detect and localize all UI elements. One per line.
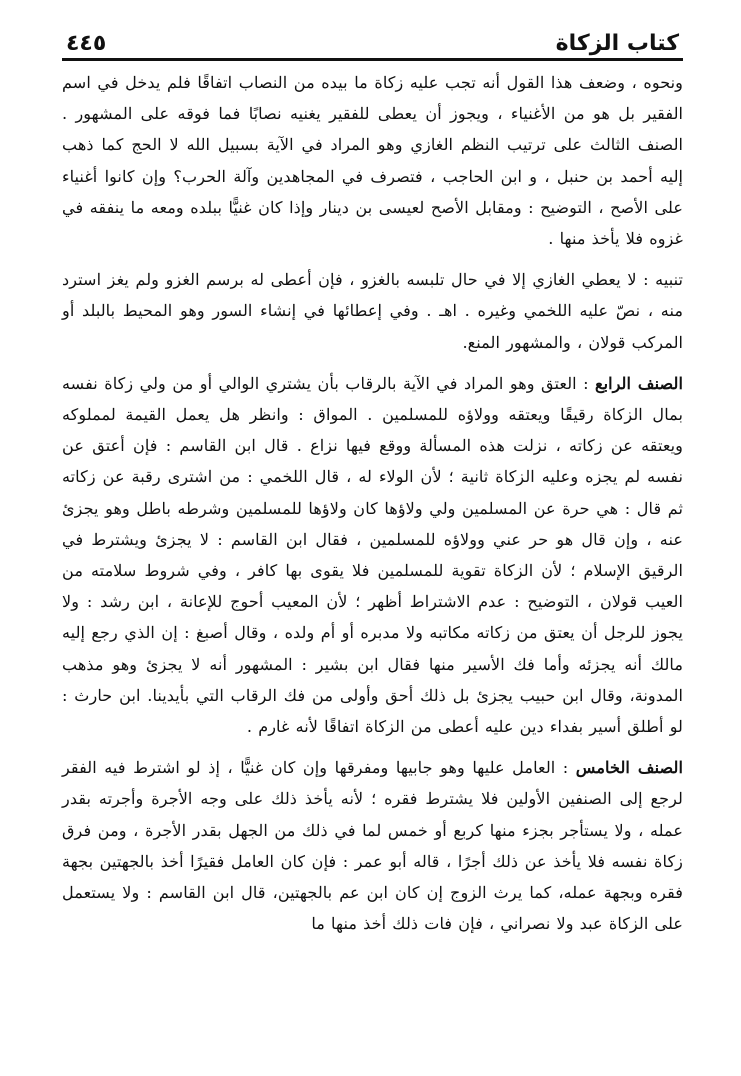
paragraph-text: : العتق وهو المراد في الآية بالرقاب بأن يشتري الوالي أو من ولي زكاة نفسه بمال الزكاة رقيقًا ويعتقه وولاؤه للمسلمين . المواق : وانظر هل يعمل القيمة لمملوكه ويعتقه عن زكاته ، نزلت هذه المسألة ووقع فيها نزاع . قال ابن القاسم : فإن أعتق عن نفسه لم يجزه وعليه الزكاة ثانية ؛ لأن الولاء له ، قال اللخمي : من اشترى رقبة عن زكاته ثم قال : هي حرة عن المسلمين ولي ولاؤها كان ولاؤها للمسلمين وشرطه باطل وهو يجزئ عنه ، وإن قال هو حر عني وولاؤه للمسلمين ، فقال ابن القاسم : لا يجزئ ويشترط في الرقيق الإسلام ؛ لأن الزكاة تقوية للمسلمين فلا يقوى بها كافر ، وفي شروط سلامته من العيب قولان ، التوضيح : عدم الاشتراط أظهر ؛ لأن المعيب أحوج للإعانة ، ابن رشد : ولا يجوز للرجل أن يعتق من زكاته مكاتبه ولا مدبره أو أم ولده ، وقال أصبغ : إن الذي رجع إليه مالك أنه يجزئه وأما فك الأسير منها فقال ابن بشير : المشهور أنه لا يجزئ وهو مذهب المدونة، وقال ابن حبيب يجزئ بل ذلك أحق وأولى من فك الرقاب التي بأيدينا. ابن حارث : لو أطلق أسير بفداء دين عليه أعطى من الزكاة اتفاقًا لأنه غارم .: [62, 373, 683, 737]
page-header: [62, 20, 683, 61]
paragraph-text: تنبيه : لا يعطي الغازي إلا في حال تلبسه بالغزو ، فإن أعطى له برسم الغزو ولم يغز استرد منه ، نصّ عليه اللخمي وغيره . اهـ . وفي إعطائها في إنشاء السور وهو المحيط بالبلد أو المركب قولان ، والمشهور المنع.: [62, 270, 683, 352]
page-number: ٤٤٥: [66, 31, 107, 56]
paragraph-text: : العامل عليها وهو جابيها ومفرقها وإن كان غنيًّا ، إذ لو اشترط فيه الفقر لرجع إلى الصنفين الأولين فلا يشترط فقره ؛ لأنه يأخذ ذلك على وجه الأجرة وأجرته بقدر عمله ، ولا يستأجر بجزء منها كربع أو خمس لما في ذلك من الجهل بقدر الأجرة ، ومن فرق زكاة نفسه فلا يأخذ عن ذلك أجرًا ، قاله أبو عمر : فإن كان العامل فقيرًا أخذ بالجهتين بجهة فقره وبجهة عمله، كما يرث الزوج إن كان ابن عم بالجهتين، قال ابن القاسم : ولا يستعمل على الزكاة عبد ولا نصراني ، فإن فات ذلك أخذ منها ما: [62, 758, 683, 934]
page-body: [62, 67, 683, 939]
paragraph: [62, 368, 683, 742]
header-title: كتاب الزكاة: [555, 31, 679, 56]
paragraph-text: ونحوه ، وضعف هذا القول أنه تجب عليه زكاة ما بيده من النصاب اتفاقًا فلم يدخل في اسم الفقير بل هو من الأغنياء ، ويجوز أن يعطى للفقير يغنيه نصابًا فما فوقه على المشهور . الصنف الثالث على ترتيب النظم الغازي وهو المراد في الآية بسبيل الله لا الحج كما ذهب إليه أحمد بن حنبل ، و ابن الحاجب ، فتصرف في المجاهدين وآلة الحرب؟ وإن كانوا أغنياء على الأصح ، التوضيح : ومقابل الأصح لعيسى بن دينار وإذا كان غنيًّا ببلده ومعه ما ينفقه في غزوه فلا يأخذ منها .: [62, 73, 683, 249]
paragraph: [62, 752, 683, 939]
paragraph: [62, 67, 683, 254]
paragraph-lead: الصنف الرابع: [594, 373, 683, 393]
paragraph-lead: الصنف الخامس: [575, 758, 683, 778]
paragraph: [62, 264, 683, 358]
